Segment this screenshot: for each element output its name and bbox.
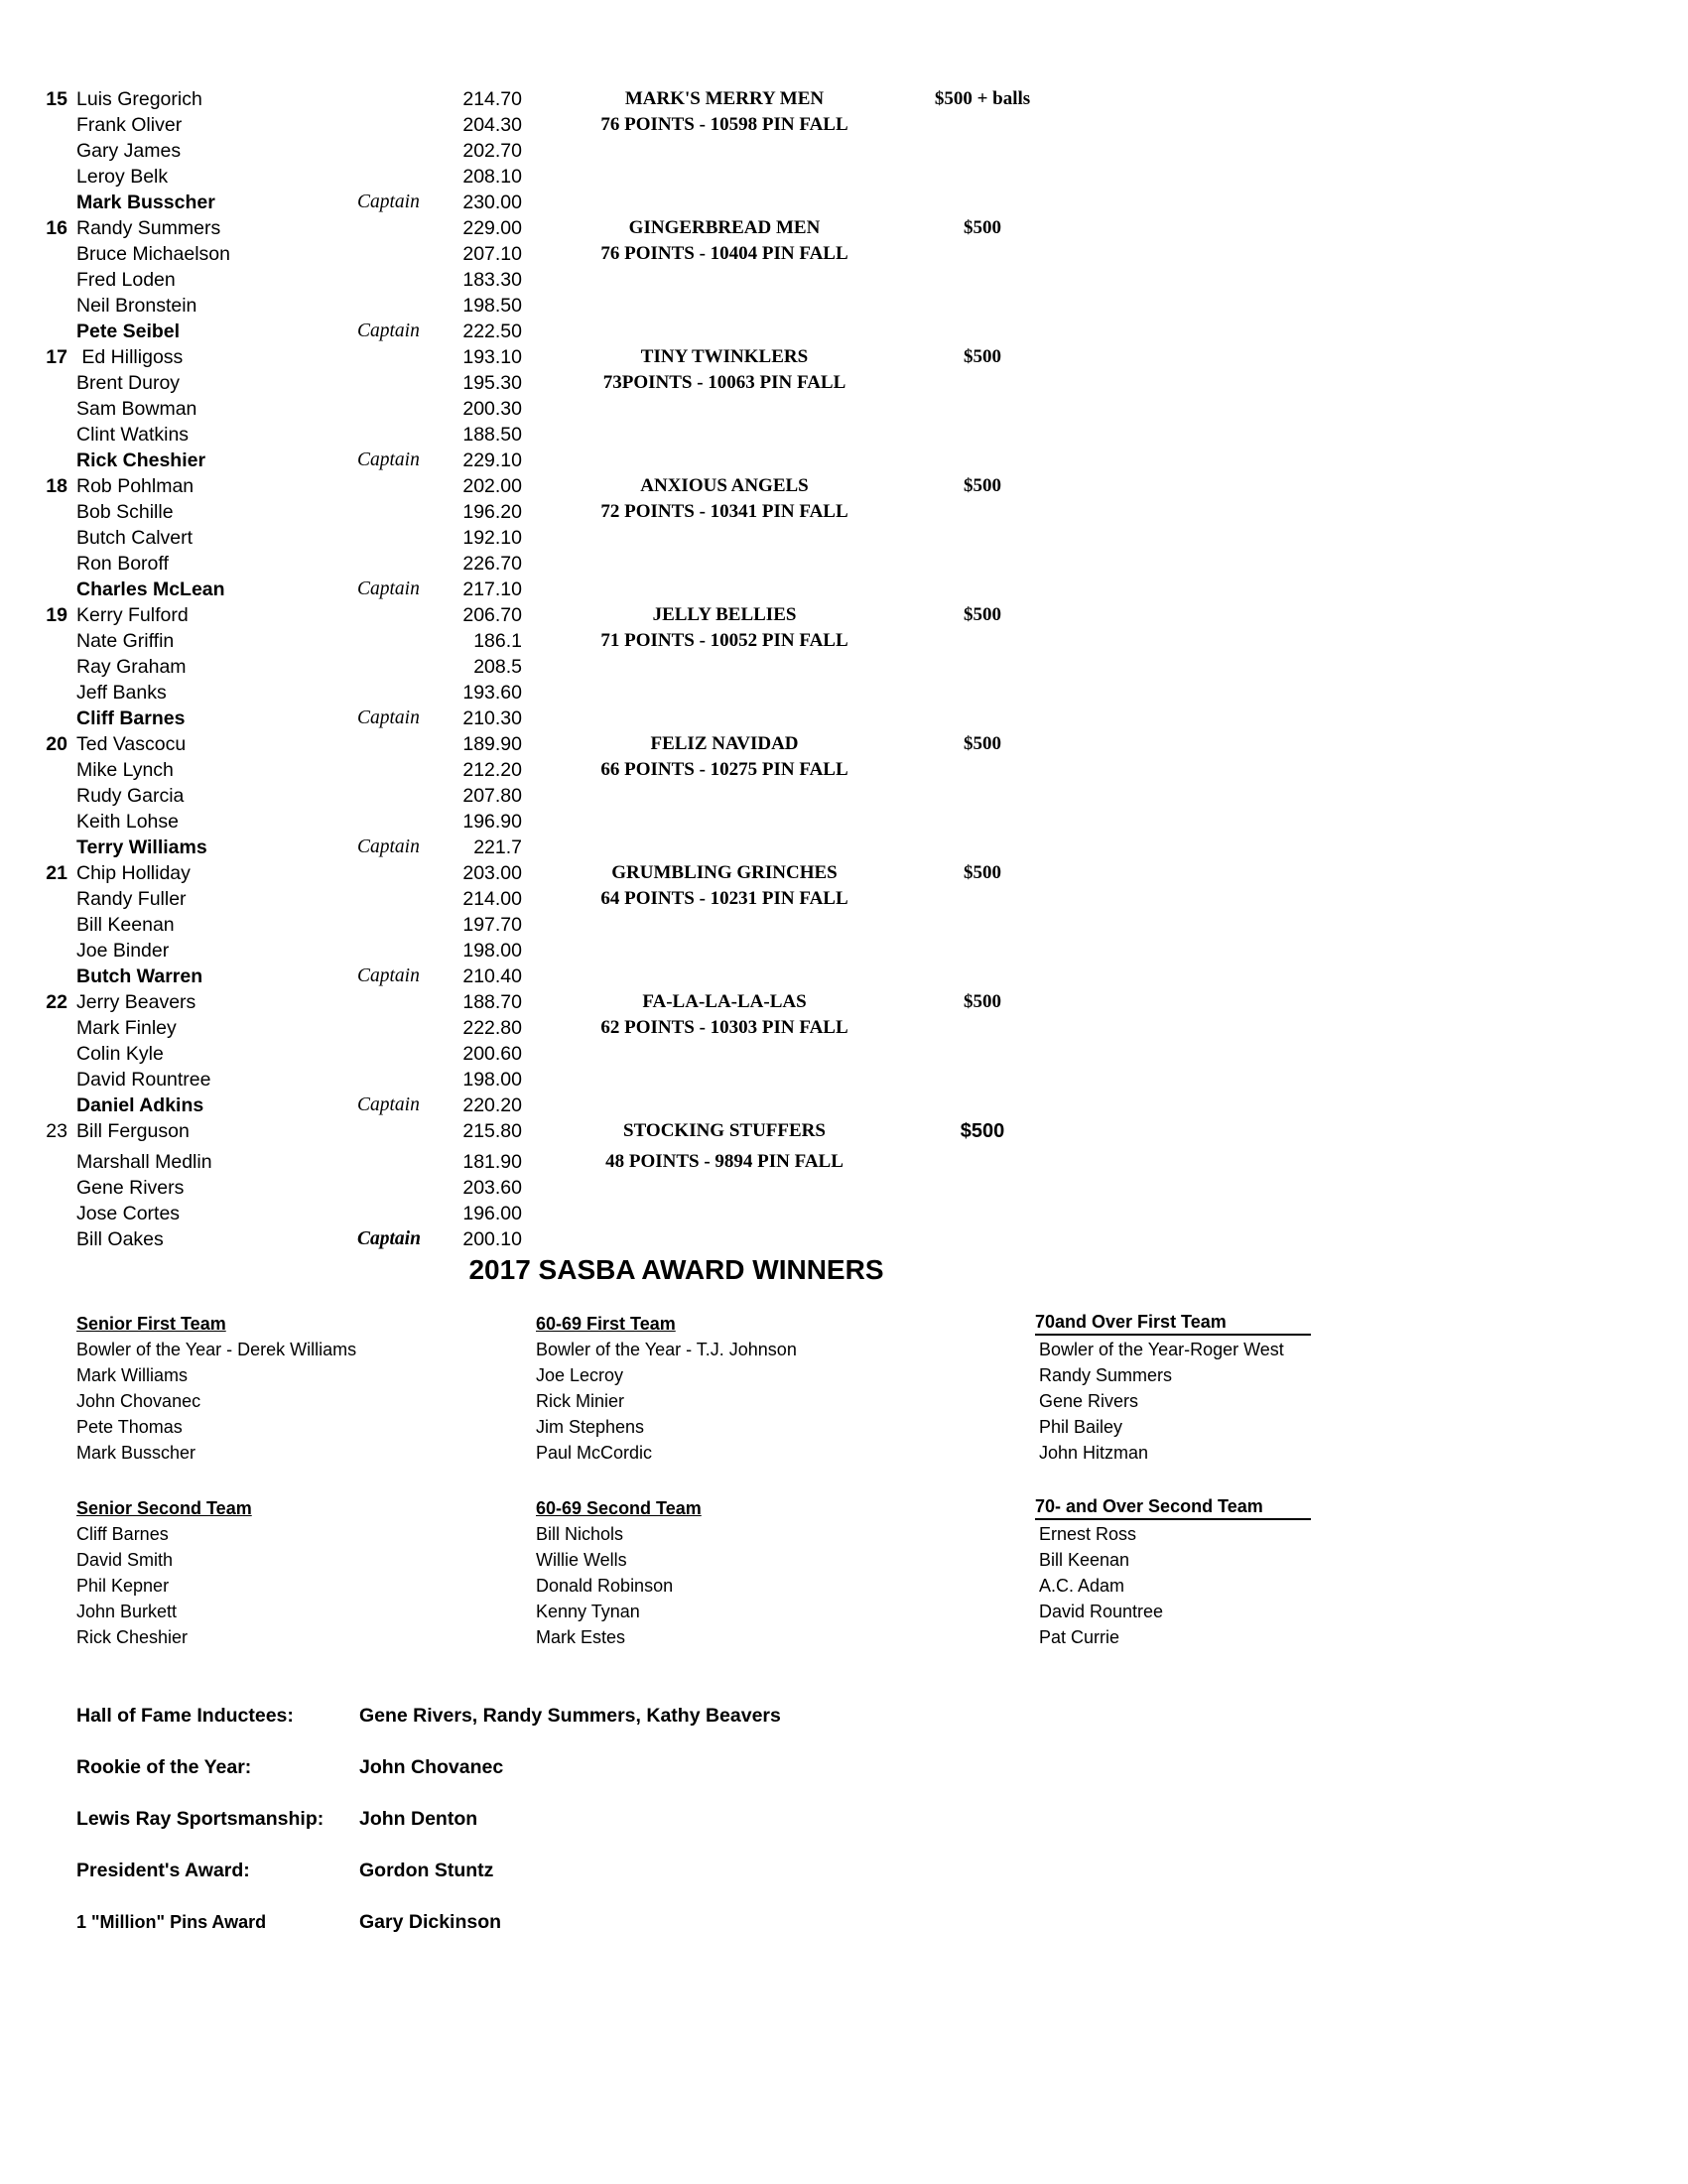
award-group-heading: 60-69 Second Team <box>536 1498 702 1518</box>
bowler-name: Butch Warren <box>76 965 203 987</box>
team-member-row <box>0 499 1092 525</box>
captain-label: Captain <box>357 1094 420 1115</box>
team-member-row <box>0 1201 1092 1226</box>
award-winner: Pete Thomas <box>76 1417 183 1437</box>
bowler-name: Bill Ferguson <box>76 1120 190 1142</box>
award-winner: Mark Estes <box>536 1627 626 1647</box>
award-winner: Bill Nichols <box>536 1524 624 1544</box>
team-prize: $500 <box>964 217 1001 238</box>
honor-value: John Denton <box>359 1808 478 1830</box>
award-winner: David Rountree <box>1039 1602 1164 1621</box>
captain-label: Captain <box>357 707 420 728</box>
award-winner: Cliff Barnes <box>76 1524 169 1544</box>
team-points: 76 POINTS - 10404 PIN FALL <box>600 243 848 264</box>
bowler-average: 198.00 <box>462 940 522 962</box>
team-points: 72 POINTS - 10341 PIN FALL <box>600 501 848 522</box>
bowler-name: Ted Vascocu <box>76 733 187 755</box>
team-rank: 17 <box>46 346 67 368</box>
captain-label: Captain <box>357 836 420 857</box>
bowler-average: 212.20 <box>462 759 522 781</box>
bowler-average: 196.90 <box>462 811 522 833</box>
honor-label: Lewis Ray Sportsmanship: <box>76 1808 325 1830</box>
award-winner: Mark Williams <box>76 1365 188 1385</box>
award-winner: Willie Wells <box>536 1550 627 1570</box>
team-member-row <box>0 1067 1092 1092</box>
bowler-average: 183.30 <box>462 269 522 291</box>
bowler-average: 214.70 <box>462 88 522 110</box>
bowler-name: Bob Schille <box>76 501 174 523</box>
bowler-name: Pete Seibel <box>76 321 181 342</box>
award-group-senior-second <box>76 1495 252 1650</box>
bowler-name: Bill Keenan <box>76 914 175 936</box>
team-name: GINGERBREAD MEN <box>628 217 821 238</box>
honor-label: Rookie of the Year: <box>76 1756 252 1778</box>
award-winner: Jim Stephens <box>536 1417 645 1437</box>
award-winner: Rick Minier <box>536 1391 625 1411</box>
team-name: STOCKING STUFFERS <box>623 1120 826 1141</box>
bowler-average: 196.00 <box>462 1203 522 1224</box>
team-member-row <box>0 344 1092 370</box>
award-group-60-69-second <box>536 1495 702 1650</box>
team-rank: 19 <box>46 604 67 626</box>
bowler-name: Charles McLean <box>76 578 225 600</box>
bowler-name: Jose Cortes <box>76 1203 181 1224</box>
bowler-name: Leroy Belk <box>76 166 169 188</box>
bowler-average: 220.20 <box>462 1094 522 1116</box>
bowler-name: Cliff Barnes <box>76 707 186 729</box>
team-member-row <box>0 912 1092 938</box>
bowler-name: Rob Pohlman <box>76 475 195 497</box>
team-captain-row <box>0 1092 1092 1118</box>
bowler-name: Nate Griffin <box>76 630 175 652</box>
team-member-row <box>0 525 1092 551</box>
award-group-senior-first <box>76 1311 356 1466</box>
bowler-name: Jeff Banks <box>76 682 167 704</box>
award-group-70-first <box>1035 1311 1311 1466</box>
bowler-average: 210.40 <box>462 965 522 987</box>
award-winner: Pat Currie <box>1039 1627 1120 1647</box>
bowler-name: David Rountree <box>76 1069 211 1091</box>
team-member-row <box>0 628 1092 654</box>
bowler-name: Rudy Garcia <box>76 785 185 807</box>
team-captain-row <box>0 835 1092 860</box>
team-captain-row <box>0 1226 1092 1252</box>
team-member-row <box>0 1175 1092 1201</box>
award-winner: Bowler of the Year - Derek Williams <box>76 1340 357 1359</box>
bowler-name: Ron Boroff <box>76 553 169 575</box>
bowler-name: Chip Holliday <box>76 862 191 884</box>
captain-label: Captain <box>357 578 420 599</box>
bowler-average: 193.10 <box>462 346 522 368</box>
bowler-average: 188.50 <box>462 424 522 446</box>
bowler-name: Rick Cheshier <box>76 450 206 471</box>
bowler-average: 181.90 <box>462 1151 522 1173</box>
award-group-70-second <box>1035 1495 1311 1650</box>
team-name: JELLY BELLIES <box>652 604 797 625</box>
team-member-row <box>0 112 1092 138</box>
team-member-row <box>0 731 1092 757</box>
team-rank: 22 <box>46 991 67 1013</box>
bowler-average: 207.80 <box>462 785 522 807</box>
bowler-name: Brent Duroy <box>76 372 181 394</box>
award-winner: Mark Busscher <box>76 1443 196 1463</box>
award-winner: Bill Keenan <box>1039 1550 1130 1570</box>
bowler-name: Luis Gregorich <box>76 88 202 110</box>
bowler-name: Gary James <box>76 140 182 162</box>
bowler-average: 204.30 <box>462 114 522 136</box>
team-member-row <box>0 757 1092 783</box>
bowler-name: Bruce Michaelson <box>76 243 230 265</box>
bowler-average: 193.60 <box>462 682 522 704</box>
team-points: 66 POINTS - 10275 PIN FALL <box>600 759 848 780</box>
captain-label: Captain <box>357 450 420 470</box>
team-member-row <box>0 809 1092 835</box>
award-winner: Bowler of the Year-Roger West <box>1039 1340 1284 1359</box>
award-group-60-69-first <box>536 1311 797 1466</box>
honor-value: Gary Dickinson <box>359 1911 502 1933</box>
bowler-average: 197.70 <box>462 914 522 936</box>
team-prize: $500 <box>960 1120 1005 1142</box>
team-prize: $500 <box>964 862 1001 883</box>
bowler-average: 195.30 <box>462 372 522 394</box>
bowler-average: 198.00 <box>462 1069 522 1091</box>
bowler-average: 226.70 <box>462 553 522 575</box>
team-points: 71 POINTS - 10052 PIN FALL <box>600 630 848 651</box>
award-winner: A.C. Adam <box>1039 1576 1125 1596</box>
award-winner: John Chovanec <box>76 1391 201 1411</box>
awards-title: 2017 SASBA AWARD WINNERS <box>468 1254 884 1285</box>
team-member-row <box>0 473 1092 499</box>
team-rank: 20 <box>46 733 67 755</box>
team-prize: $500 <box>964 346 1001 367</box>
captain-label: Captain <box>357 321 420 341</box>
captain-label: Captain <box>357 192 420 212</box>
award-group-heading: Senior Second Team <box>76 1498 252 1518</box>
bowler-average: 208.10 <box>462 166 522 188</box>
team-name: GRUMBLING GRINCHES <box>611 862 838 883</box>
bowler-average: 215.80 <box>462 1120 522 1142</box>
team-points: 73POINTS - 10063 PIN FALL <box>602 372 846 393</box>
team-member-row <box>0 370 1092 396</box>
team-rank: 18 <box>46 475 67 497</box>
team-captain-row <box>0 319 1092 344</box>
bowler-average: 229.10 <box>462 450 522 471</box>
award-winner: Ernest Ross <box>1039 1524 1137 1544</box>
bowler-name: Gene Rivers <box>76 1177 185 1199</box>
bowler-average: 229.00 <box>462 217 522 239</box>
team-captain-row <box>0 577 1092 602</box>
bowler-average: 189.90 <box>462 733 522 755</box>
bowler-average: 202.00 <box>462 475 522 497</box>
team-name: FA-LA-LA-LA-LAS <box>642 991 807 1012</box>
team-prize: $500 <box>964 733 1001 754</box>
team-rank: 16 <box>46 217 67 239</box>
team-member-row <box>0 602 1092 628</box>
award-winner: Rick Cheshier <box>76 1627 189 1647</box>
team-points: 62 POINTS - 10303 PIN FALL <box>600 1017 848 1038</box>
bowler-name: Kerry Fulford <box>76 604 189 626</box>
team-name: ANXIOUS ANGELS <box>640 475 809 496</box>
team-member-row <box>0 1015 1092 1041</box>
bowler-name: Randy Summers <box>76 217 221 239</box>
team-member-row <box>0 422 1092 448</box>
team-captain-row <box>0 190 1092 215</box>
team-member-row <box>0 267 1092 293</box>
team-member-row <box>0 886 1092 912</box>
bowler-name: Mike Lynch <box>76 759 174 781</box>
team-prize: $500 <box>964 475 1001 496</box>
bowler-average: 200.10 <box>462 1228 522 1250</box>
team-member-row <box>0 938 1092 964</box>
bowler-average: 222.80 <box>462 1017 522 1039</box>
team-member-row <box>0 1149 1092 1175</box>
team-member-row <box>0 860 1092 886</box>
bowler-average: 214.00 <box>462 888 522 910</box>
team-rank: 15 <box>46 88 67 110</box>
team-member-row <box>0 1041 1092 1067</box>
bowler-average: 208.5 <box>473 656 522 678</box>
award-winner: Phil Bailey <box>1039 1417 1123 1437</box>
team-member-row <box>0 680 1092 706</box>
award-group-heading: 60-69 First Team <box>536 1314 676 1334</box>
team-member-row <box>0 215 1092 241</box>
bowler-name: Bill Oakes <box>76 1228 164 1250</box>
captain-label: Captain <box>357 965 420 986</box>
honor-label: Hall of Fame Inductees: <box>76 1705 294 1727</box>
award-winner: Randy Summers <box>1039 1365 1173 1385</box>
team-member-row <box>0 241 1092 267</box>
team-prize: $500 + balls <box>934 88 1031 109</box>
award-winner: Paul McCordic <box>536 1443 653 1463</box>
bowler-average: 196.20 <box>462 501 522 523</box>
bowler-name: Ray Graham <box>76 656 187 678</box>
honor-value: John Chovanec <box>359 1756 504 1778</box>
bowler-average: 206.70 <box>462 604 522 626</box>
bowler-average: 221.7 <box>473 836 522 858</box>
honor-value: Gordon Stuntz <box>359 1860 494 1881</box>
team-member-row <box>0 551 1092 577</box>
bowler-name: Sam Bowman <box>76 398 197 420</box>
bowler-name: Ed Hilligoss <box>76 346 184 368</box>
team-prize: $500 <box>964 991 1001 1012</box>
bowler-average: 210.30 <box>462 707 522 729</box>
bowler-name: Daniel Adkins <box>76 1094 204 1116</box>
bowler-name: Mark Busscher <box>76 192 215 213</box>
team-name: MARK'S MERRY MEN <box>624 88 825 109</box>
team-captain-row <box>0 706 1092 731</box>
team-member-row <box>0 783 1092 809</box>
award-winner: John Hitzman <box>1039 1443 1149 1463</box>
award-winner: Gene Rivers <box>1039 1391 1139 1411</box>
bowler-name: Butch Calvert <box>76 527 194 549</box>
award-group-heading: 70and Over First Team <box>1035 1311 1311 1336</box>
captain-label: Captain <box>357 1228 421 1249</box>
bowler-average: 200.30 <box>462 398 522 420</box>
award-winner: Joe Lecroy <box>536 1365 624 1385</box>
honor-label: President's Award: <box>76 1860 250 1881</box>
bowler-average: 203.00 <box>462 862 522 884</box>
team-name: FELIZ NAVIDAD <box>650 733 799 754</box>
award-winner: David Smith <box>76 1550 174 1570</box>
team-rank: 21 <box>46 862 67 884</box>
team-member-row <box>0 1118 1092 1144</box>
bowler-average: 222.50 <box>462 321 522 342</box>
bowler-average: 192.10 <box>462 527 522 549</box>
bowler-average: 202.70 <box>462 140 522 162</box>
bowler-name: Jerry Beavers <box>76 991 196 1013</box>
team-member-row <box>0 396 1092 422</box>
team-member-row <box>0 989 1092 1015</box>
bowler-name: Marshall Medlin <box>76 1151 212 1173</box>
bowler-name: Colin Kyle <box>76 1043 164 1065</box>
bowler-average: 188.70 <box>462 991 522 1013</box>
bowler-average: 207.10 <box>462 243 522 265</box>
bowler-name: Terry Williams <box>76 836 207 858</box>
bowler-average: 198.50 <box>462 295 522 317</box>
award-winner: John Burkett <box>76 1602 178 1621</box>
bowler-name: Fred Loden <box>76 269 176 291</box>
team-rank: 23 <box>46 1120 67 1142</box>
award-group-heading: Senior First Team <box>76 1314 226 1334</box>
bowler-name: Randy Fuller <box>76 888 187 910</box>
bowler-average: 217.10 <box>462 578 522 600</box>
award-winner: Kenny Tynan <box>536 1602 640 1621</box>
team-prize: $500 <box>964 604 1001 625</box>
award-winner: Bowler of the Year - T.J. Johnson <box>536 1340 797 1359</box>
bowler-average: 186.1 <box>473 630 522 652</box>
bowler-name: Mark Finley <box>76 1017 177 1039</box>
team-points: 64 POINTS - 10231 PIN FALL <box>600 888 848 909</box>
bowler-name: Clint Watkins <box>76 424 190 446</box>
team-points: 48 POINTS - 9894 PIN FALL <box>605 1151 844 1172</box>
bowler-average: 230.00 <box>462 192 522 213</box>
award-group-heading: 70- and Over Second Team <box>1035 1495 1311 1520</box>
bowler-name: Neil Bronstein <box>76 295 197 317</box>
team-member-row <box>0 138 1092 164</box>
honor-value: Gene Rivers, Randy Summers, Kathy Beavers <box>359 1705 781 1727</box>
team-captain-row <box>0 964 1092 989</box>
bowler-average: 200.60 <box>462 1043 522 1065</box>
bowler-name: Joe Binder <box>76 940 170 962</box>
award-winner: Phil Kepner <box>76 1576 170 1596</box>
bowler-name: Keith Lohse <box>76 811 179 833</box>
team-member-row <box>0 86 1092 112</box>
award-winner: Donald Robinson <box>536 1576 674 1596</box>
team-member-row <box>0 164 1092 190</box>
bowler-average: 203.60 <box>462 1177 522 1199</box>
team-member-row <box>0 654 1092 680</box>
team-captain-row <box>0 448 1092 473</box>
honor-label: 1 "Million" Pins Award <box>76 1912 267 1932</box>
team-name: TINY TWINKLERS <box>640 346 809 367</box>
bowler-name: Frank Oliver <box>76 114 183 136</box>
team-points: 76 POINTS - 10598 PIN FALL <box>600 114 848 135</box>
team-member-row <box>0 293 1092 319</box>
